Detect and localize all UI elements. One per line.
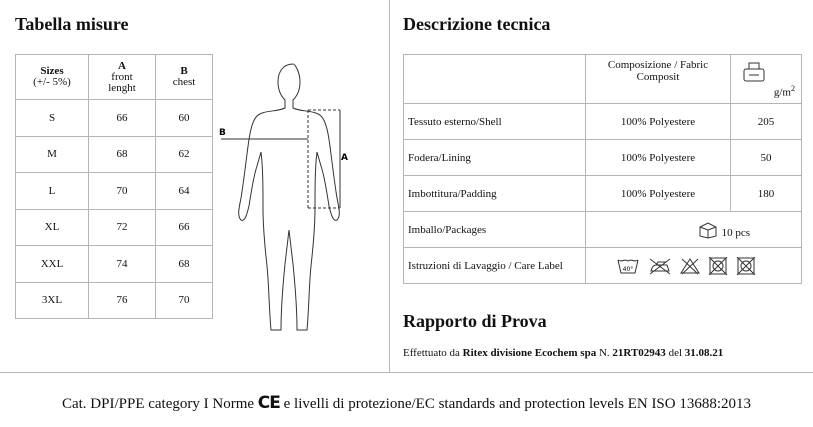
size-cell: XL [16, 209, 89, 246]
col-b-label: chest [172, 76, 196, 88]
horizontal-divider [0, 372, 813, 373]
table-row [404, 248, 802, 284]
footer [0, 393, 813, 413]
packages-value: 10 pcs [721, 226, 751, 239]
footer-pre: Cat. DPI/PPE category I Norme [61, 396, 255, 412]
material-label: Imbottitura/Padding [404, 176, 586, 212]
b-cell: 60 [156, 100, 213, 137]
tech-title: Descrizione tecnica [403, 14, 551, 34]
care-icons [616, 257, 756, 275]
b-cell: 66 [156, 209, 213, 246]
a-cell: 76 [89, 282, 156, 319]
ce-mark-icon: CE [257, 393, 280, 413]
a-cell: 68 [89, 136, 156, 173]
report-num-prefix: N. [598, 347, 610, 359]
a-cell: 74 [89, 246, 156, 283]
figure-label-a: A [341, 153, 348, 163]
weight-unit-exp: 2 [791, 84, 795, 94]
report-lab: Ritex divisione Ecochem spa [462, 347, 597, 359]
size-cell: XXL [16, 246, 89, 283]
material-label: Tessuto esterno/Shell [404, 104, 586, 140]
table-row [16, 209, 213, 246]
size-table-title: Tabella misure [15, 14, 129, 34]
weight-scale-icon [741, 61, 767, 83]
no-iron-icon [648, 257, 672, 275]
weight-cell: 205 [731, 104, 802, 140]
b-cell: 68 [156, 246, 213, 283]
wash-temp-label: 40° [622, 265, 634, 273]
composition-cell: 100% Polyestere [586, 176, 731, 212]
report-title: Rapporto di Prova [403, 311, 547, 331]
table-row [16, 173, 213, 210]
report-line [403, 347, 723, 359]
composition-cell: 100% Polyestere [586, 104, 731, 140]
report-prefix: Effettuato da [403, 347, 460, 359]
b-cell: 62 [156, 136, 213, 173]
col-composition-label: Composizione / Fabric Composit [607, 59, 709, 83]
footer-post: e livelli di protezione/EC standards and protection levels EN ISO 13688:2013 [283, 396, 752, 412]
size-table [15, 54, 213, 319]
table-row [404, 212, 802, 248]
package-box-icon [697, 221, 719, 239]
table-row [16, 246, 213, 283]
col-a-letter: A [118, 59, 126, 72]
table-row [16, 282, 213, 319]
a-cell: 70 [89, 173, 156, 210]
weight-unit: g/m [773, 87, 791, 99]
care-label: Istruzioni di Lavaggio / Care Label [404, 248, 586, 284]
no-dry-clean-icon [736, 257, 756, 275]
b-cell: 70 [156, 282, 213, 319]
weight-cell: 180 [731, 176, 802, 212]
col-sizes-label: Sizes [40, 65, 64, 77]
a-cell: 66 [89, 100, 156, 137]
table-row [16, 136, 213, 173]
col-a-label: front lenght [108, 70, 136, 94]
material-label: Fodera/Lining [404, 140, 586, 176]
a-cell: 72 [89, 209, 156, 246]
tech-table [403, 54, 802, 284]
table-row [16, 100, 213, 137]
report-date: 31.08.21 [684, 347, 724, 359]
size-cell: 3XL [16, 282, 89, 319]
weight-cell: 50 [731, 140, 802, 176]
size-cell: M [16, 136, 89, 173]
col-b-letter: B [180, 65, 188, 77]
table-row [404, 176, 802, 212]
vertical-divider [389, 0, 390, 372]
report-number: 21RT02943 [612, 347, 666, 359]
size-cell: L [16, 173, 89, 210]
body-figure-illustration [215, 58, 355, 340]
wash-40-icon [616, 257, 640, 275]
figure-label-b: B [219, 128, 226, 138]
b-cell: 64 [156, 173, 213, 210]
packages-label: Imballo/Packages [404, 212, 586, 248]
no-tumble-dry-icon [708, 257, 728, 275]
composition-cell: 100% Polyestere [586, 140, 731, 176]
table-row [404, 140, 802, 176]
no-bleach-icon [680, 257, 700, 275]
size-cell: S [16, 100, 89, 137]
col-sizes-sub: (+/- 5%) [33, 76, 71, 88]
table-row [404, 104, 802, 140]
report-date-prefix: del [668, 347, 683, 359]
